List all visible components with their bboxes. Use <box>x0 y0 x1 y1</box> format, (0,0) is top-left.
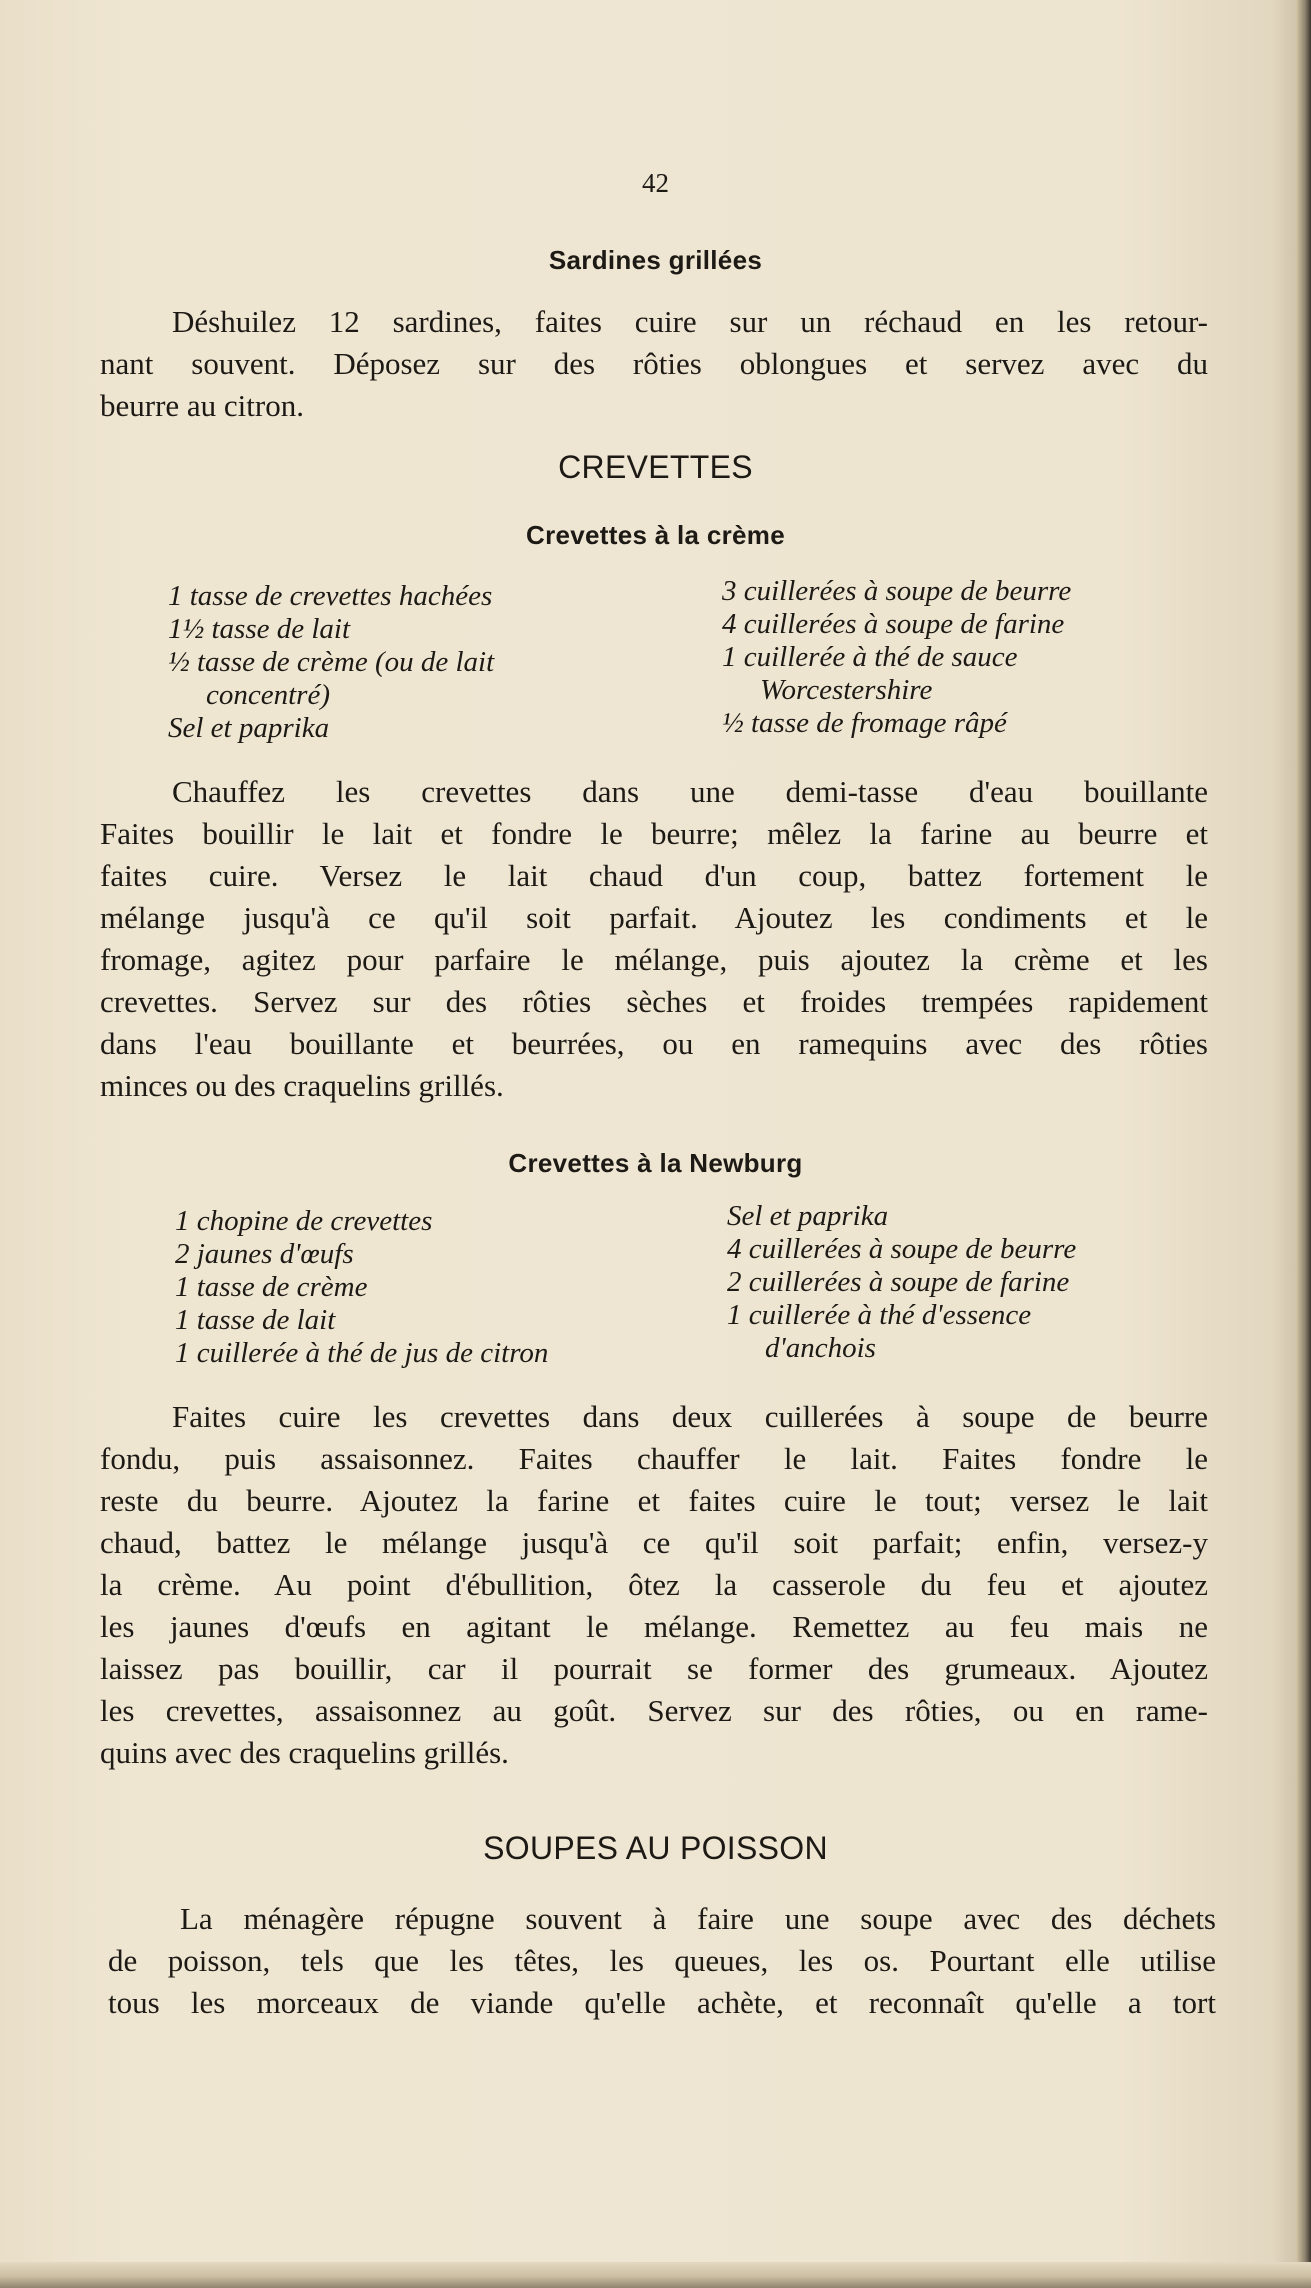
ingredient-item: 1 tasse de crevettes hachées <box>168 580 493 612</box>
recipe-title-crevettes-newburg: Crevettes à la Newburg <box>508 1148 803 1178</box>
ingredient-item: 1 cuillerée à thé de sauce <box>722 641 1018 673</box>
ingredient-item: 4 cuillerées à soupe de farine <box>722 608 1065 640</box>
ingredient-item: ½ tasse de crème (ou de lait <box>168 646 495 678</box>
paragraph-line: reste du beurre. Ajoutez la farine et faites cuire le tout; versez le lait <box>100 1483 1208 1518</box>
ingredient-item: ½ tasse de fromage râpé <box>722 707 1007 739</box>
section-title-soupes: SOUPES AU POISSON <box>483 1830 828 1866</box>
paragraph-line: la crème. Au point d'ébullition, ôtez la casserole du feu et ajoutez <box>100 1567 1208 1602</box>
paragraph-line: minces ou des craquelins grillés. <box>100 1068 504 1103</box>
paragraph-line: mélange jusqu'à ce qu'il soit parfait. Ajoutez les condiments et le <box>100 900 1208 935</box>
paragraph-line: laissez pas bouillir, car il pourrait se former des grumeaux. Ajoutez <box>100 1651 1208 1686</box>
paragraph-line: dans l'eau bouillante et beurrées, ou en ramequins avec des rôties <box>100 1026 1208 1061</box>
ingredient-item: 1½ tasse de lait <box>168 613 351 645</box>
ingredients-left-newburg <box>175 1205 548 1370</box>
sardines-paragraph <box>100 301 1208 427</box>
paragraph-line: nant souvent. Déposez sur des rôties oblongues et servez avec du <box>100 346 1208 381</box>
recipe-title-sardines: Sardines grillées <box>548 245 763 275</box>
page-edge-shadow <box>1297 0 1311 2288</box>
ingredients-left-creme <box>168 580 494 745</box>
soupes-paragraph <box>108 1898 1216 2024</box>
paragraph-line: tous les morceaux de viande qu'elle achète, et reconnaît qu'elle a tort <box>108 1985 1216 2020</box>
ingredient-item: 3 cuillerées à soupe de beurre <box>722 575 1072 607</box>
paragraph-line: La ménagère répugne souvent à faire une soupe avec des déchets <box>180 1901 1216 1936</box>
ingredient-item: 2 cuillerées à soupe de farine <box>727 1266 1070 1298</box>
paragraph-line: fromage, agitez pour parfaire le mélange, puis ajoutez la crème et les <box>100 942 1208 977</box>
paragraph-line: quins avec des craquelins grillés. <box>100 1735 509 1770</box>
section-title-crevettes: CREVETTES <box>558 449 753 485</box>
paragraph-line: beurre au citron. <box>100 388 304 423</box>
paragraph-line: Déshuilez 12 sardines, faites cuire sur un réchaud en les retour- <box>172 304 1208 339</box>
paragraph-line: chaud, battez le mélange jusqu'à ce qu'il soit parfait; enfin, versez-y <box>100 1525 1208 1560</box>
paragraph-line: Faites bouillir le lait et fondre le beurre; mêlez la farine au beurre et <box>100 816 1208 851</box>
ingredient-item: Sel et paprika <box>168 712 330 744</box>
ingredient-item: 1 tasse de crème <box>175 1271 368 1303</box>
paragraph-line: de poisson, tels que les têtes, les queues, les os. Pourtant elle utilise <box>108 1943 1216 1978</box>
paragraph-line: les jaunes d'œufs en agitant le mélange. Remettez au feu mais ne <box>100 1609 1208 1644</box>
ingredient-item: 1 cuillerée à thé de jus de citron <box>175 1337 549 1369</box>
paragraph-line: crevettes. Servez sur des rôties sèches et froides trempées rapidement <box>100 984 1208 1019</box>
recipe-title-crevettes-creme: Crevettes à la crème <box>526 520 785 550</box>
paragraph-line: Chauffez les crevettes dans une demi-tasse d'eau bouillante <box>172 774 1208 809</box>
paragraph-line: les crevettes, assaisonnez au goût. Servez sur des rôties, ou en rame- <box>100 1693 1208 1728</box>
newburg-paragraph <box>100 1396 1208 1774</box>
paragraph-line: faites cuire. Versez le lait chaud d'un coup, battez fortement le <box>100 858 1208 893</box>
ingredient-item: 1 tasse de lait <box>175 1304 336 1336</box>
ingredient-item: 1 chopine de crevettes <box>175 1205 433 1237</box>
ingredient-item: concentré) <box>206 679 330 711</box>
ingredient-item: Sel et paprika <box>727 1200 889 1232</box>
ingredient-item: 4 cuillerées à soupe de beurre <box>727 1233 1077 1265</box>
page-bottom-edge <box>0 2262 1311 2288</box>
page-number: 42 <box>642 168 669 198</box>
paragraph-line: fondu, puis assaisonnez. Faites chauffer le lait. Faites fondre le <box>100 1441 1208 1476</box>
ingredient-item: 1 cuillerée à thé d'essence <box>727 1299 1032 1331</box>
ingredient-item: d'anchois <box>765 1332 876 1364</box>
paragraph-line: Faites cuire les crevettes dans deux cuillerées à soupe de beurre <box>172 1399 1208 1434</box>
ingredient-item: Worcestershire <box>760 674 933 706</box>
ingredients-right-creme <box>722 575 1071 740</box>
ingredients-right-newburg <box>727 1200 1076 1365</box>
creme-paragraph <box>100 771 1208 1107</box>
ingredient-item: 2 jaunes d'œufs <box>175 1238 354 1270</box>
